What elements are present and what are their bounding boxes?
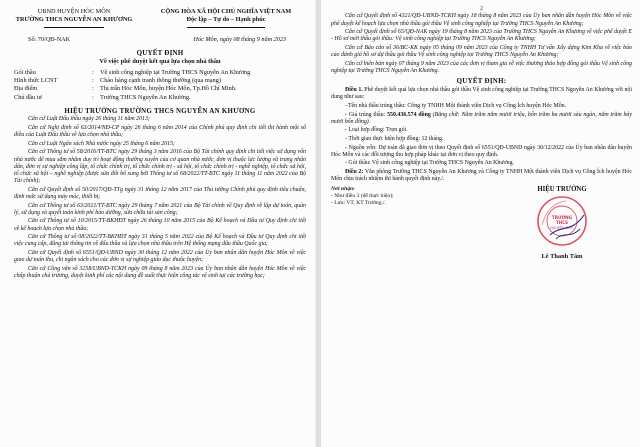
svg-text:TRƯỜNG: TRƯỜNG: [551, 215, 573, 221]
decision-heading: QUYẾT ĐỊNH:: [456, 78, 507, 86]
duration-line: - Thời gian thực hiện hợp đồng: 12 tháng.: [345, 135, 444, 142]
signer-name: Lê Thanh Tâm: [541, 253, 583, 261]
recipients-title: Nơi nhận:: [331, 186, 355, 193]
article-2-text: Văn phòng Trường THCS Nguyễn An Khương và Công ty TNHH Một thành viên Dịch vụ Công Ích huyện Hóc Môn chịu trách nhiệm thi hành quyết định này./.: [331, 168, 632, 183]
page-1: [0, 0, 316, 447]
funding-line: - Nguồn vốn: Dự toán đã giao đơn vị theo Quyết định số 6551/QĐ-UBND ngày 30/12/2022 của Ủy ban nhân dân huyện Hóc Môn và các đối tượng thu hợp pháp khác tại đơn vị theo quy định.: [331, 144, 632, 158]
article-1: [331, 87, 632, 101]
document-header: [14, 8, 306, 31]
price-value: 550.436.574 đồng: [387, 111, 431, 118]
number-date-line: [14, 36, 306, 43]
legal-basis-paragraph: Căn cứ Quyết định số 6551/QĐ-UBND ngày 30 tháng 12 năm 2022 của Ủy ban nhân dân huyện Hóc Môn về việc giao dự toán thu, chi ngân sách cho các đơn vị sự nghiệp giáo dục thuộc huyện;: [14, 249, 306, 264]
price-in-words: (Bằng chữ: Năm trăm năm mươi triệu, bốn trăm ba mươi sáu ngàn, năm trăm bảy mươi bốn đồng).: [331, 111, 632, 125]
page-2: [320, 0, 640, 447]
legal-basis-paragraph: Căn cứ Thông tư số 10/2015/TT-BKHĐT ngày 26 tháng 10 năm 2015 của Bộ Kế hoạch và Đầu tư Quy định chi tiết về kế hoạch lựa chọn nhà thầu;: [14, 218, 306, 232]
school-seal: [536, 195, 588, 247]
motto-underline: [187, 27, 265, 28]
authority-heading: HIỆU TRƯỞNG TRƯỜNG THCS NGUYỄN AN KHƯƠNG: [64, 107, 256, 115]
legal-basis-paragraph: Căn cứ Thông tư số 58/2016/TT-BTC ngày 29 tháng 3 năm 2016 của Bộ Tài chính quy định chi tiết việc sử dụng vốn nhà nước để mua sắm nhằm duy trì hoạt động thường xuyên của cơ quan nhà nước, đơn vị thuộc lực lượng vũ trang nhân dân, đơn vị sự nghiệp công lập, tổ chức chính trị, tổ chức chính trị - xã hội, tổ chức chính trị - nghề nghiệp, tổ chức xã hội, tổ chức xã hội – nghề nghiệp (được sửa đổi bổ sung bởi Thông tư số 68/2022/TT-BTC ngày 11 tháng 11 năm 2022 của Bộ Tài chính);: [14, 149, 306, 185]
article-2: [331, 169, 632, 183]
price-label: - Giá trúng thầu:: [345, 111, 386, 118]
info-row: Hình thức LCNT : Chào hàng cạnh tranh thông thường (qua mạng): [14, 77, 221, 85]
recipient-line: - Như điều 3 (để thực hiện);: [331, 193, 394, 200]
agency-name: UBND HUYỆN HÓC MÔN: [37, 8, 111, 15]
article-1-label: Điều 1.: [345, 87, 363, 94]
seal-stamp-icon: [536, 195, 588, 247]
info-key: Chủ đầu tư: [14, 93, 42, 101]
page-number: 2: [480, 6, 483, 12]
document-title: QUYẾT ĐỊNH: [136, 48, 184, 57]
document-date: Hóc Môn, ngày 08 tháng 9 năm 2023: [193, 35, 286, 43]
price-line: [331, 112, 632, 126]
legal-basis-paragraph: Căn cứ Công văn số 3258/UBND-TCKH ngày 09 tháng 8 năm 2023 của Ủy ban nhân dân huyện Hóc Môn về việc chấp thuận chủ trương, duyệt kinh phí các nội dung đề xuất thực hiện công tác vệ sinh tại các trường học;: [14, 265, 306, 279]
motto: Độc lập – Tự do – Hạnh phúc: [186, 15, 266, 23]
info-row: Chủ đầu tư : Trường THCS Nguyễn An Khương.: [14, 93, 191, 101]
legal-basis-paragraph: Căn cứ Thông tư số 08/2022/TT-BKHĐT ngày 31 tháng 5 năm 2022 của Bộ Kế hoạch và Đầu tư Quy định chi tiết việc cung cấp, đăng tải thông tin về đấu thầu và lựa chọn nhà thầu trên Hệ thống mạng đấu thầu Quốc gia;: [14, 234, 306, 248]
package-line: [331, 160, 632, 167]
legal-basis-paragraph: Căn cứ Quyết định số 4321/QĐ-UBND-TCKH ngày 18 tháng 8 năm 2023 của Ủy ban nhân dân huyện Hóc Môn về việc phê duyệt kế hoạch lựa chọn nhà thầu gói thầu Vệ sinh công nghiệp tại Trường THCS Nguyễn An Khương;: [331, 13, 632, 27]
issuer-block: [14, 8, 134, 31]
article-1-text: Phê duyệt kết quả lựa chọn nhà thầu gói thầu Vệ sinh công nghiệp tại Trường THCS Nguyễn An Khương với nội dung như sau:: [331, 87, 632, 101]
document-number: Số: 70/QĐ-NAK: [28, 35, 71, 43]
info-row: Gói thầu : Vệ sinh công nghiệp tại Trường THCS Nguyễn An Khương: [14, 68, 251, 76]
info-row: Địa điểm : Thị trấn Hóc Môn, huyện Hóc Môn, Tp.Hồ Chí Minh.: [14, 85, 237, 93]
legal-basis-paragraph: Căn cứ Luật Đấu thầu ngày 26 tháng 11 năm 2013;: [28, 116, 150, 123]
republic-name: CỘNG HÒA XÃ HỘI CHỦ NGHĨA VIỆT NAM: [160, 8, 292, 15]
legal-basis-paragraph: Căn cứ Báo cáo số 36/BC-KK ngày 05 tháng 09 năm 2023 của Công ty TNHH Tư vấn Xây dựng Kim Kha về việc báo cáo đánh giá hồ sơ dự thầu gói thầu Vệ sinh công nghiệp tại Trường THCS Nguyễn An Khương;: [331, 44, 632, 59]
info-value: Trường THCS Nguyễn An Khương.: [100, 93, 191, 101]
signer-block: [492, 186, 632, 260]
legal-basis-paragraph: Căn cứ Quyết định số 50/2017/QĐ-TTg ngày 31 tháng 12 năm 2017 của Thủ tướng Chính phủ quy định tiêu chuẩn, định mức sử dụng máy móc, thiết bị;: [14, 186, 306, 200]
package-label: - Gói thầu:: [345, 160, 371, 167]
contract-type-line: - Loại hợp đồng: Trọn gói.: [345, 127, 408, 134]
package-info: [14, 69, 306, 102]
info-value: Thị trấn Hóc Môn, huyện Hóc Môn, Tp.Hồ Chí Minh.: [100, 85, 237, 93]
recipients-block: [331, 186, 451, 260]
signer-role: HIỆU TRƯỞNG: [537, 186, 587, 194]
info-key: Gói thầu: [14, 68, 36, 76]
recipient-line: - Lưu: VT, KT Trường./.: [331, 199, 386, 206]
school-name: TRƯỜNG THCS NGUYỄN AN KHƯƠNG: [15, 15, 133, 23]
package-value: Vệ sinh công nghiệp tại Trường THCS Nguyễn An Khương.: [371, 160, 515, 167]
signature-area: [331, 186, 632, 260]
info-key: Hình thức LCNT: [14, 77, 58, 85]
article-2-label: Điều 2:: [345, 168, 364, 175]
legal-basis-list: [14, 116, 306, 280]
svg-text:NGUYỄN AN K.: NGUYỄN AN K.: [550, 226, 574, 231]
info-value: Chào hàng cạnh tranh thông thường (qua mạng): [100, 77, 221, 85]
header-underline: [44, 27, 104, 28]
legal-basis-paragraph: Căn cứ biên bản ngày 07 tháng 9 năm 2023 của các đơn vị tham gia về việc thương thảo hợp đồng gói thầu Vệ sinh công nghiệp tại Trường THCS Nguyễn An Khương.: [331, 60, 632, 74]
info-value: Vệ sinh công nghiệp tại Trường THCS Nguyễn An Khương: [100, 68, 251, 76]
info-key: Địa điểm: [14, 85, 38, 93]
document-subtitle: Về việc phê duyệt kết quả lựa chọn nhà thầu: [99, 57, 221, 65]
legal-basis-paragraph: Căn cứ Quyết định số 65/QĐ-NAK ngày 19 tháng 8 năm 2023 của Trường THCS Nguyễn An Khương về việc phê duyệt E - Hồ sơ mời thầu gói thầu: Vệ sinh công nghiệp tại Trường THCS Nguyễn An Khương;: [331, 29, 632, 43]
svg-text:THCS: THCS: [556, 220, 568, 226]
contractor-line: –Tên nhà thầu trúng thầu: Công ty TNHH Một thành viên Dịch vụ Công Ích huyện Hóc Môn.: [345, 102, 567, 109]
legal-basis-paragraph: Căn cứ Nghị định số 63/2014/NĐ-CP ngày 26 tháng 6 năm 2014 của Chính phủ quy định chi tiết thi hành một số điều của Luật Đấu thầu về lựa chọn nhà thầu;: [14, 124, 306, 139]
legal-basis-paragraph: Căn cứ Luật Ngân sách Nhà nước ngày 25 tháng 6 năm 2015;: [28, 140, 176, 147]
legal-basis-paragraph: Căn cứ Thông tư số 63/2021/TT-BTC ngày 29 tháng 7 năm 2021 của Bộ Tài chính về Quy định về lập dự toán, quản lý, sử dụng và quyết toán kinh phí bảo dưỡng, sửa chữa tài sản công;: [14, 202, 306, 216]
republic-block: [146, 8, 306, 31]
